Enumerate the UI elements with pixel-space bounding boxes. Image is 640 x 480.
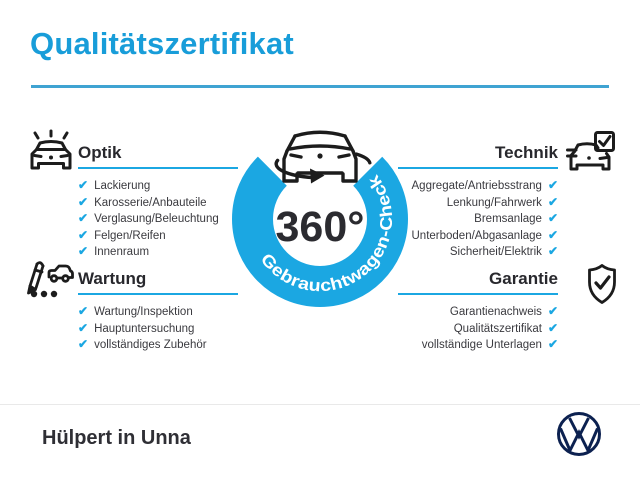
- item-label: vollständige Unterlagen: [421, 339, 542, 352]
- check-icon: ✔: [547, 244, 558, 259]
- badge-ring-label: Gebrauchtwagen-Check: [256, 172, 397, 296]
- checklist-item: [398, 337, 558, 354]
- item-label: Wartung/Inspektion: [94, 306, 193, 318]
- car-360-rotation-icon: [276, 132, 370, 181]
- item-label: vollständiges Zubehör: [94, 339, 207, 352]
- item-label: Felgen/Reifen: [94, 229, 166, 242]
- item-label: Unterboden/Abgasanlage: [411, 229, 542, 242]
- check-icon: ✔: [547, 304, 558, 318]
- check-icon: ✔: [78, 194, 89, 209]
- check-icon: ✔: [78, 304, 89, 318]
- check-icon: ✔: [547, 194, 558, 209]
- section-title: Technik: [495, 143, 558, 162]
- item-label: Hauptuntersuchung: [94, 322, 195, 335]
- item-label: Lenkung/Fahrwerk: [446, 196, 542, 209]
- check-icon: ✔: [547, 211, 558, 226]
- 360-check-badge: [210, 109, 430, 329]
- check-icon: ✔: [78, 244, 89, 259]
- page-title: Qualitätszertifikat: [30, 26, 294, 61]
- section-title: Garantie: [489, 269, 558, 288]
- sparkling-car-icon: [25, 129, 77, 186]
- item-label: Lackierung: [94, 180, 151, 192]
- check-icon: ✔: [78, 320, 89, 335]
- item-label: Verglasung/Beleuchtung: [94, 213, 219, 226]
- check-icon: ✔: [78, 337, 89, 352]
- check-icon: ✔: [78, 178, 89, 192]
- shield-check-icon: [583, 262, 621, 311]
- item-label: Innenraum: [94, 246, 150, 259]
- vw-logo: [555, 410, 603, 463]
- section-title: Wartung: [78, 269, 147, 288]
- check-icon: ✔: [78, 227, 89, 242]
- title-divider: [31, 85, 609, 88]
- dealer-name: Hülpert in Unna: [42, 427, 191, 449]
- item-label: Qualitätszertifikat: [453, 322, 542, 335]
- item-label: Garantienachweis: [449, 306, 542, 318]
- check-icon: ✔: [547, 178, 558, 192]
- car-checkbox-icon: [566, 129, 618, 186]
- footer-divider: [0, 404, 640, 405]
- item-label: Sicherheit/Elektrik: [449, 246, 542, 259]
- item-label: Aggregate/Antriebsstrang: [411, 180, 542, 192]
- pencil-car-checklist-icon: [24, 258, 76, 309]
- check-icon: ✔: [547, 320, 558, 335]
- item-label: Bremsanlage: [474, 213, 542, 226]
- check-icon: ✔: [78, 211, 89, 226]
- checklist-item: [78, 337, 238, 354]
- check-icon: ✔: [547, 227, 558, 242]
- check-icon: ✔: [547, 337, 558, 352]
- badge-degrees: 360°: [275, 203, 365, 251]
- item-label: Karosserie/Anbauteile: [94, 196, 207, 209]
- section-title: Optik: [78, 143, 122, 162]
